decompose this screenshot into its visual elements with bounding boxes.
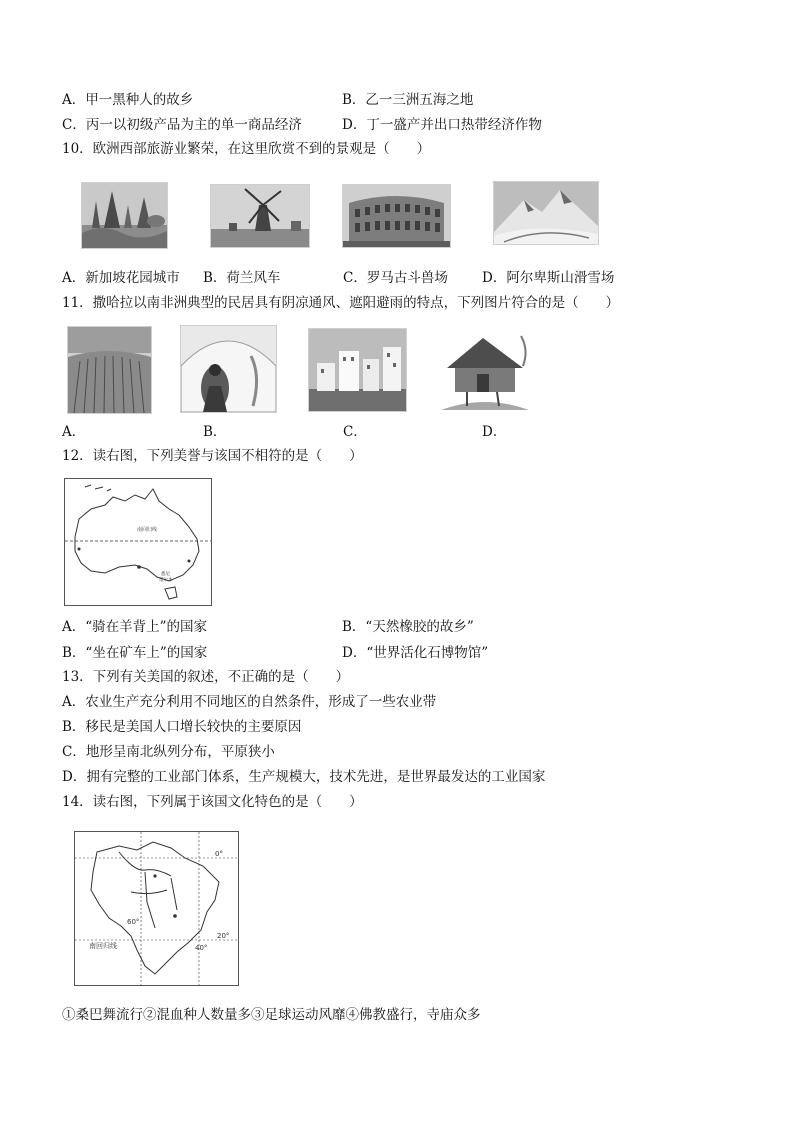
alps-ski-resort-photo [493, 181, 599, 245]
dutch-windmill-photo [210, 184, 310, 248]
brazil-map [74, 831, 239, 986]
lon40-label: 40° [195, 944, 208, 952]
q14-items: ①桑巴舞流行②混血种人数量多③足球运动风靡④佛教盛行，寺庙众多 [62, 1007, 481, 1023]
q9-option-b: B．乙一三洲五海之地 [342, 92, 474, 108]
q13-option-d: D．拥有完整的工业部门体系，生产规模大，技术先进，是世界最发达的工业国家 [62, 769, 546, 785]
australia-map [64, 478, 212, 606]
q12-option-d: D．“世界活化石博物馆” [342, 645, 489, 661]
q11-option-b: B． [203, 424, 227, 440]
lon60-label: 60° [127, 918, 140, 926]
q12-stem: 12．读右图，下列美誉与该国不相符的是（ ） [62, 448, 363, 464]
log-cabin-photo [437, 330, 533, 410]
tropic-label: 南回归线 [137, 527, 158, 533]
q10-stem: 10．欧洲西部旅游业繁荣，在这里欣赏不到的景观是（ ） [62, 141, 431, 157]
city2-label: 墨尔本 [159, 578, 173, 583]
lat20-label: 20° [217, 932, 230, 940]
q10-option-b: B．荷兰风车 [203, 270, 281, 286]
q10-option-d: D．阿尔卑斯山滑雪场 [482, 270, 615, 286]
roman-colosseum-photo [342, 184, 451, 248]
q10-option-a: A．新加坡花园城市 [62, 270, 180, 286]
q12-option-c: B．“坐在矿车上”的国家 [62, 645, 208, 661]
q9-option-a: A．甲一黑种人的故乡 [62, 92, 194, 108]
q13-stem: 13．下列有关美国的叙述，不正确的是（ ） [62, 669, 350, 685]
q11-option-a: A． [62, 424, 86, 440]
city-label: 悉尼 [161, 572, 170, 577]
q11-option-d: D． [482, 424, 507, 440]
igloo-photo [180, 325, 277, 413]
equator-label: 0° [215, 850, 223, 858]
q11-stem: 11．撒哈拉以南非洲典型的民居具有阴凉通风、遮阳避雨的特点，下列图片符合的是（ ） [62, 295, 620, 311]
q12-option-b: B．“天然橡胶的故乡” [342, 619, 474, 635]
q13-option-c: C．地形呈南北纵列分布，平原狭小 [62, 744, 275, 760]
q12-option-a: A．“骑在羊背上”的国家 [62, 619, 208, 635]
q13-option-b: B．移民是美国人口增长较快的主要原因 [62, 719, 302, 735]
q10-option-c: C．罗马古斗兽场 [343, 270, 448, 286]
white-buildings-photo [308, 328, 407, 412]
tropic-label: 南回归线 [89, 942, 117, 950]
q14-stem: 14．读右图，下列属于该国文化特色的是（ ） [62, 794, 363, 810]
q13-option-a: A．农业生产充分利用不同地区的自然条件，形成了一些农业带 [62, 694, 437, 710]
q9-option-d: D．丁一盛产并出口热带经济作物 [342, 117, 542, 133]
singapore-garden-photo [81, 182, 168, 249]
thatched-hut-photo [67, 326, 152, 414]
q11-option-c: C． [343, 424, 367, 440]
q9-option-c: C．丙一以初级产品为主的单一商品经济 [62, 117, 302, 133]
